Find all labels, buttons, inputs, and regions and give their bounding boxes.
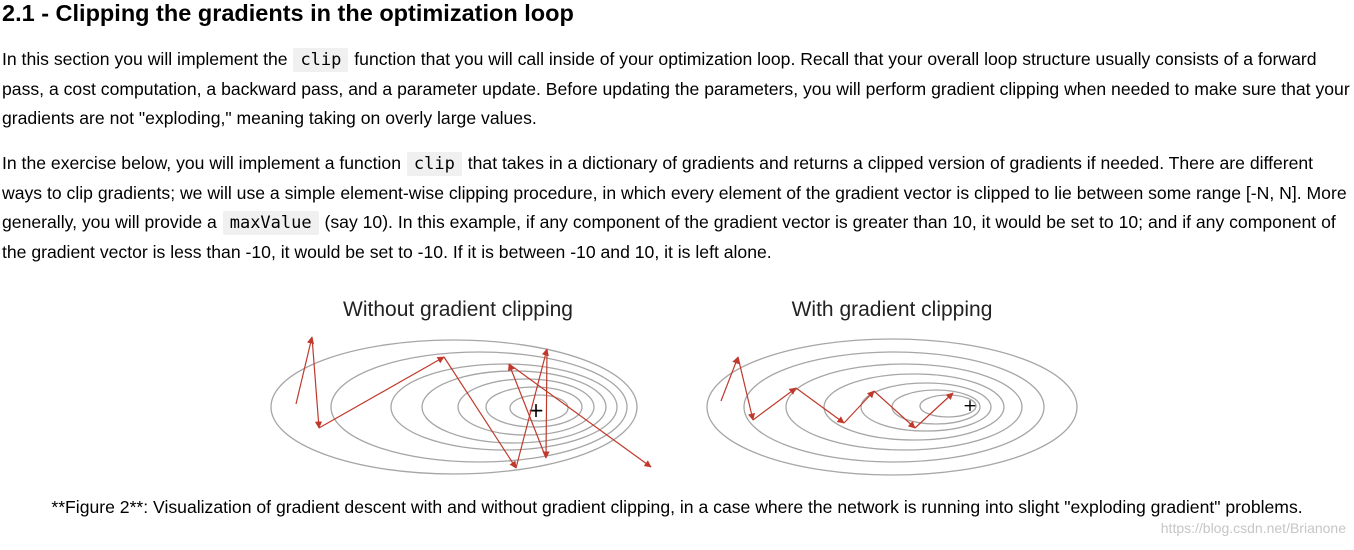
watermark-url: https://blog.csdn.net/Brianone bbox=[1160, 520, 1346, 536]
gradient-step-arrow bbox=[296, 337, 312, 404]
exercise-text-3: (say 10). In this example, if any component of the gradient vector is greater than 10, it would be set to 10; and if any component of the gradient vector is less than -10, it would be set to -10. If it is between -10 and 10, it is left alone. bbox=[2, 212, 1336, 262]
gradient-step-arrow bbox=[546, 349, 547, 458]
exercise-paragraph bbox=[2, 149, 1354, 267]
intro-text-1: In this section you will implement the bbox=[2, 49, 293, 69]
right-optimum-marker: + bbox=[962, 396, 978, 416]
left-optimum-marker: + bbox=[527, 398, 545, 422]
right-gradient-steps bbox=[721, 357, 953, 428]
exercise-text-1: In the exercise below, you will implement a function bbox=[2, 153, 406, 173]
gradient-clipping-figure bbox=[264, 287, 1094, 487]
figure-caption: **Figure 2**: Visualization of gradient descent with and without gradient clipping, in a case where the network is running into slight "exploding gradient" problems. bbox=[51, 497, 1303, 517]
right-panel-title: With gradient clipping bbox=[791, 298, 993, 321]
intro-text-2: function that you will call inside of your optimization loop. Recall that your overall loop structure usually consists of a forward pass, a cost computation, a backward pass, and a parameter update. Before updating the parameters, you will perform gradient clipping when needed to make sure that your gradients are not "exploding," meaning taking on overly large values. bbox=[2, 49, 1350, 128]
gradient-step-arrow bbox=[915, 393, 953, 428]
gradient-step-arrow bbox=[312, 337, 319, 428]
contour-ellipse bbox=[422, 371, 606, 443]
gradient-step-arrow bbox=[753, 388, 796, 420]
gradient-step-arrow bbox=[738, 357, 753, 420]
figure-svg bbox=[264, 287, 1094, 487]
exercise-text-2: that takes in a dictionary of gradients and returns a clipped version of gradients if needed. There are different ways to clip gradients; we will use a simple element-wise clipping procedure, in which every element of the gradient vector is clipped to lie between some range [-N, N]. More generally, you will provide a bbox=[2, 153, 1347, 232]
contour-ellipse bbox=[744, 352, 1044, 462]
gradient-step-arrow bbox=[874, 391, 915, 428]
contour-ellipse bbox=[391, 364, 617, 450]
gradient-step-arrow bbox=[796, 388, 844, 423]
section-heading: 2.1 - Clipping the gradients in the optimization loop bbox=[2, 0, 574, 26]
left-contours bbox=[271, 340, 637, 474]
left-panel-title: Without gradient clipping bbox=[343, 298, 573, 321]
intro-paragraph bbox=[2, 45, 1354, 133]
gradient-step-arrow bbox=[844, 391, 874, 423]
clip-inline-code: clip bbox=[293, 48, 348, 72]
maxvalue-inline-code: maxValue bbox=[223, 211, 319, 235]
clip-inline-code: clip bbox=[407, 152, 462, 176]
